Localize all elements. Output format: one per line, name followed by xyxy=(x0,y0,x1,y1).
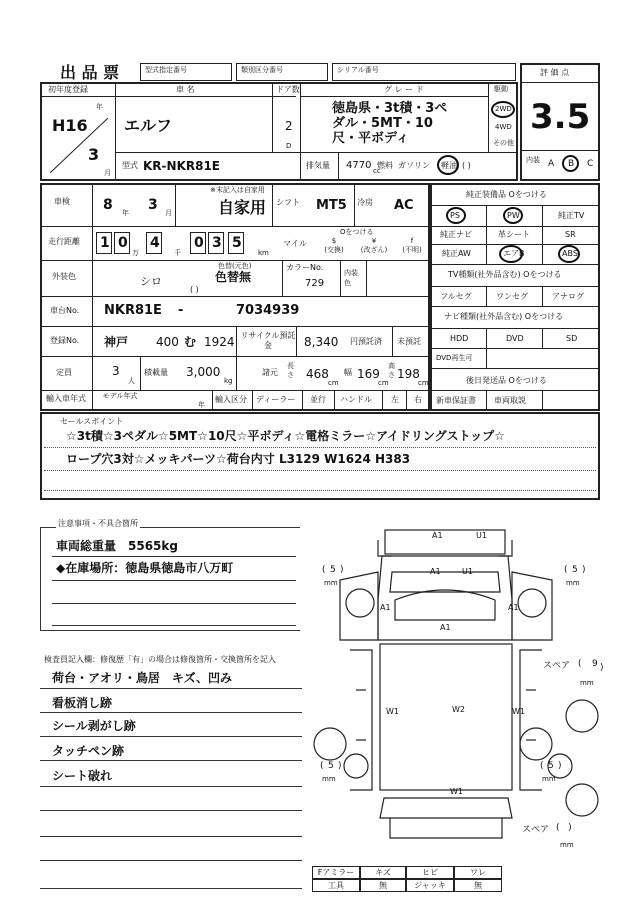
chassis-label: 車台No. xyxy=(50,306,80,315)
ac-value: AC xyxy=(394,198,414,213)
notes-line-2: ◆在庫場所：徳島県徳島市八万町 xyxy=(56,561,234,575)
exterior-color-label: 外装色 xyxy=(52,272,76,281)
handle-label: ハンドル xyxy=(340,395,372,404)
color-change-value: 色替無 xyxy=(215,270,252,284)
first-reg-month-unit: 月 xyxy=(104,169,111,177)
mileage-digit: 3 xyxy=(212,235,222,251)
doors-unit: D xyxy=(286,142,292,150)
inspection-month: 3 xyxy=(148,197,158,213)
capacity-label: 定員 xyxy=(56,368,72,377)
mileage-digit: 1 xyxy=(100,235,110,251)
meter-tamper: ¥ (改ざん) xyxy=(360,237,388,254)
legend-cell: 工具 xyxy=(312,879,360,892)
handle-left: 左 xyxy=(391,395,399,404)
inspector-line: 荷台・アオリ・鳥居 キズ、凹み xyxy=(52,671,233,685)
import-parallel: 並行 xyxy=(310,395,326,404)
tire-paren-close: ) xyxy=(338,761,342,771)
mileage-unit-sen: 千 xyxy=(174,249,181,257)
color-no-label: カラーNo. xyxy=(286,263,324,272)
legend-cell: 無 xyxy=(454,879,502,892)
drive-2wd: 2WD xyxy=(495,105,512,113)
interior-b: B xyxy=(568,159,575,169)
tire-value: 5 xyxy=(328,761,334,771)
length-unit: cm xyxy=(328,379,339,387)
height-value: 198 xyxy=(397,367,420,381)
spare-paren-top-close: ) xyxy=(600,663,604,673)
spare-paren-top: ( xyxy=(578,659,582,669)
tire-paren-close: ) xyxy=(582,565,586,575)
damage-mark: A1 xyxy=(440,623,451,632)
doors-value: 2 xyxy=(285,119,293,133)
inspector-line: タッチペン跡 xyxy=(52,744,125,758)
car-name: エルフ xyxy=(124,116,173,135)
width-label: 幅 xyxy=(344,368,352,377)
reg-label: 登録No. xyxy=(50,336,80,345)
first-reg-label: 初年度登録 xyxy=(48,85,88,94)
import-cat-label: 輸入区分 xyxy=(215,395,247,404)
fuel-label: 燃料 xyxy=(377,161,393,170)
fuel-paren: ( ) xyxy=(462,161,471,170)
grade-label: グ レ ー ド xyxy=(384,85,424,94)
legend-cell: 無 xyxy=(360,879,406,892)
chassis-prefix: NKR81E xyxy=(104,303,162,318)
first-reg-slash xyxy=(50,118,110,173)
inspector-underline xyxy=(40,760,302,761)
aftermarket-label: 後日発送品 Oをつける xyxy=(466,376,547,385)
inspector-underline xyxy=(40,786,302,787)
mileage-digit: 0 xyxy=(194,235,204,251)
equip-ps: PS xyxy=(450,211,460,220)
inspector-underline xyxy=(40,888,302,889)
tire-paren-open: ( xyxy=(564,565,568,575)
tire-paren-close: ) xyxy=(340,565,344,575)
displacement-unit: cc xyxy=(373,167,381,175)
equip-leather: 革シート xyxy=(498,230,530,239)
damage-mark: A1 xyxy=(430,567,441,576)
drive-2wd-circle xyxy=(491,101,515,118)
doors-label: ドア数 xyxy=(276,85,300,94)
damage-mark: W1 xyxy=(386,707,399,716)
mileage-unit-man: 万 xyxy=(132,249,139,257)
shift-value: MT5 xyxy=(316,198,347,213)
spare-value-top: 9 xyxy=(592,659,598,669)
sales-line-1: ☆3t積☆3ペダル☆5MT☆10尺☆平ボディ☆電格ミラー☆アイドリングストップ☆ xyxy=(66,429,505,443)
reg-area: 神戸 xyxy=(104,335,129,349)
first-reg-month: 3 xyxy=(88,145,100,164)
tv-oneseg: ワンセグ xyxy=(496,292,528,301)
inspection-month-unit: 月 xyxy=(165,209,172,217)
exterior-color-value: シロ xyxy=(140,275,162,288)
tire-paren-open: ( xyxy=(322,565,326,575)
displacement-label: 排気量 xyxy=(306,161,330,170)
equip-ps-circle xyxy=(446,207,466,224)
spare-label-top: スペア xyxy=(543,661,571,671)
recycle-unpaid: 未預託 xyxy=(397,337,421,346)
length-label: 長さ xyxy=(287,362,294,379)
interior-color-label: 内装色 xyxy=(344,269,358,287)
fuel-gasoline: ガソリン xyxy=(398,161,430,170)
color-no-value: 729 xyxy=(305,278,325,289)
interior-label: 内装 xyxy=(526,156,540,164)
model-label: 型式 xyxy=(122,161,138,170)
spare-unit-bottom: mm xyxy=(560,841,574,849)
inspection-year: 8 xyxy=(103,197,113,213)
equip-sr: SR xyxy=(565,230,576,239)
meter-note: Oをつける xyxy=(340,228,374,236)
drive-label: 駆動 xyxy=(494,85,508,93)
legend-cell: Fアミラー xyxy=(312,866,360,879)
inspector-line: シート破れ xyxy=(52,769,113,783)
sales-line-2: ロープ穴3対☆メッキパーツ☆荷台内寸 L3129 W1624 H383 xyxy=(66,452,411,466)
width-unit: cm xyxy=(378,379,389,387)
tire-value: 5 xyxy=(572,565,578,575)
score-value: 3.5 xyxy=(530,97,591,137)
load-value: 3,000 xyxy=(186,365,221,379)
meter-swap: $ (交換) xyxy=(324,237,344,254)
recycle-amount: 8,340 xyxy=(304,335,339,349)
score-label: 評 価 点 xyxy=(540,68,570,77)
tire-value: 5 xyxy=(548,761,554,771)
mileage-digit: 0 xyxy=(118,235,128,251)
import-dealer: ディーラー xyxy=(256,395,296,404)
import-label: 輸入車年式 xyxy=(46,394,86,403)
inspector-line: シール剥がし跡 xyxy=(52,719,136,733)
capacity-unit: 人 xyxy=(128,377,135,385)
color-change-label: 色替(元色) xyxy=(218,262,252,270)
inspection-label: 車検 xyxy=(54,197,70,206)
legend-cell: ジャッキ xyxy=(406,879,454,892)
interior-b-circle xyxy=(562,155,579,172)
equip-pw-circle xyxy=(503,207,523,224)
mileage-digit: 4 xyxy=(150,235,160,251)
inspector-line: 看板消し跡 xyxy=(52,696,113,710)
inspector-underline xyxy=(40,836,302,837)
ac-label: 冷房 xyxy=(357,198,373,207)
damage-mark: A1 xyxy=(380,603,391,612)
model-year-unit: 年 xyxy=(198,401,205,409)
equip-tv: 純正TV xyxy=(558,211,585,220)
meter-unknown: f (不明) xyxy=(402,237,422,254)
interior-c: C xyxy=(587,159,594,169)
grade-value: 徳島県・3t積・3ペダル・5MT・10尺・平ボディ xyxy=(332,101,448,146)
damage-mark: U1 xyxy=(462,567,473,576)
class-label: 類別区分番号 xyxy=(241,66,283,74)
reg-number: 1924 xyxy=(204,335,235,349)
legend-table xyxy=(312,866,502,892)
height-label: 高さ xyxy=(388,362,395,379)
reg-kana: む xyxy=(184,335,197,349)
reg-class: 400 xyxy=(156,335,179,349)
equip-aw: 純正AW xyxy=(442,249,471,258)
tire-unit: mm xyxy=(566,579,580,587)
width-value: 169 xyxy=(357,367,380,381)
equip-airbag: エアB xyxy=(503,249,525,258)
mileage-digit: 5 xyxy=(232,235,242,251)
navi-hdd: HDD xyxy=(450,334,469,343)
recycle-unit: 円預託済 xyxy=(350,337,382,346)
inspector-underline xyxy=(40,712,302,713)
height-unit: cm xyxy=(418,379,429,387)
equip-abs-circle xyxy=(558,245,580,263)
spare-unit-top: mm xyxy=(580,679,594,687)
notes-label: 注意事項・不具合箇所 xyxy=(58,519,138,528)
serial-label: シリアル番号 xyxy=(337,66,379,74)
model-year-label: モデル年式 xyxy=(102,392,138,400)
tire-paren-open: ( xyxy=(540,761,544,771)
aftermarket-warranty: 新車保証書 xyxy=(436,396,476,405)
inspector-underline xyxy=(40,810,302,811)
capacity-value: 3 xyxy=(112,364,120,378)
inspector-underline xyxy=(40,736,302,737)
shift-label: シフト xyxy=(276,198,300,207)
equip-navi: 純正ナビ xyxy=(440,230,472,239)
drive-other: その他 xyxy=(493,139,514,147)
spare-paren-bottom: ( ) xyxy=(556,823,572,833)
tire-value: 5 xyxy=(330,565,336,575)
aftermarket-manual: 車両取説 xyxy=(494,396,526,405)
first-reg-era: H16 xyxy=(52,116,88,135)
model-value: KR-NKR81E xyxy=(143,159,220,173)
chassis-number: 7034939 xyxy=(236,303,300,318)
spare-label-bottom: スペア xyxy=(522,825,550,835)
equip-pw: PW xyxy=(507,211,520,220)
color-paren: ( ) xyxy=(190,285,199,294)
car-name-label: 車 名 xyxy=(176,85,195,94)
handle-right: 右 xyxy=(414,395,422,404)
genuine-label: 純正装備品 Oをつける xyxy=(466,190,547,199)
tire-unit: mm xyxy=(324,579,338,587)
tv-fullseg: フルセグ xyxy=(440,292,472,301)
damage-mark: A1 xyxy=(432,531,443,540)
mileage-unit-km: km xyxy=(258,249,269,257)
damage-mark: A1 xyxy=(508,603,519,612)
legend-cell: キズ xyxy=(360,866,406,879)
load-unit: kg xyxy=(224,377,233,385)
damage-mark: W1 xyxy=(450,787,463,796)
fuel-diesel-circle xyxy=(437,155,459,175)
fuel-diesel: 軽油 xyxy=(441,161,457,170)
equip-airbag-circle xyxy=(499,245,523,263)
chassis-dash: - xyxy=(178,303,184,318)
navi-label: ナビ種類(社外品含む) Oをつける xyxy=(444,312,564,321)
recycle-label: リサイクル預託金 xyxy=(240,331,296,350)
dims-label: 諸元 xyxy=(262,368,278,377)
usage-note: ※末記入は自家用 xyxy=(210,186,265,194)
damage-mark: U1 xyxy=(476,531,487,540)
form-title: 出 品 票 xyxy=(60,63,120,82)
legend-cell: ワレ xyxy=(454,866,502,879)
damage-mark: W2 xyxy=(452,705,465,714)
sales-label: セールスポイント xyxy=(60,417,124,426)
inspection-year-unit: 年 xyxy=(122,209,129,217)
drive-4wd: 4WD xyxy=(495,123,512,131)
dvd-label: DVD再生可 xyxy=(436,354,473,362)
tire-paren-open: ( xyxy=(320,761,324,771)
inspector-underline xyxy=(40,860,302,861)
mile-label: マイル xyxy=(283,239,307,248)
displacement-value: 4770 xyxy=(346,160,372,171)
load-label: 積載量 xyxy=(144,368,168,377)
damage-mark: W1 xyxy=(512,707,525,716)
tire-unit: mm xyxy=(322,775,336,783)
inspector-underline xyxy=(40,688,302,689)
first-reg-year-unit: 年 xyxy=(96,103,103,111)
tire-paren-close: ) xyxy=(558,761,562,771)
notes-line-1: 車両総重量 5565kg xyxy=(56,539,178,553)
type-cert-label: 型式指定番号 xyxy=(145,66,187,74)
legend-cell: ヒビ xyxy=(406,866,454,879)
tv-analog: アナログ xyxy=(552,292,584,301)
inspector-label: 検査員記入欄：修復歴「有」の場合は修復箇所・交換箇所を記入 xyxy=(44,655,276,664)
equip-abs: ABS xyxy=(562,249,578,258)
mileage-label: 走行距離 xyxy=(48,237,80,246)
navi-dvd: DVD xyxy=(506,334,524,343)
navi-sd: SD xyxy=(566,334,578,343)
usage-value: 自家用 xyxy=(218,198,267,217)
tv-label: TV種類(社外品含む) Oをつける xyxy=(448,270,562,279)
tire-unit: mm xyxy=(542,775,556,783)
interior-a: A xyxy=(548,159,555,169)
length-value: 468 xyxy=(306,367,329,381)
